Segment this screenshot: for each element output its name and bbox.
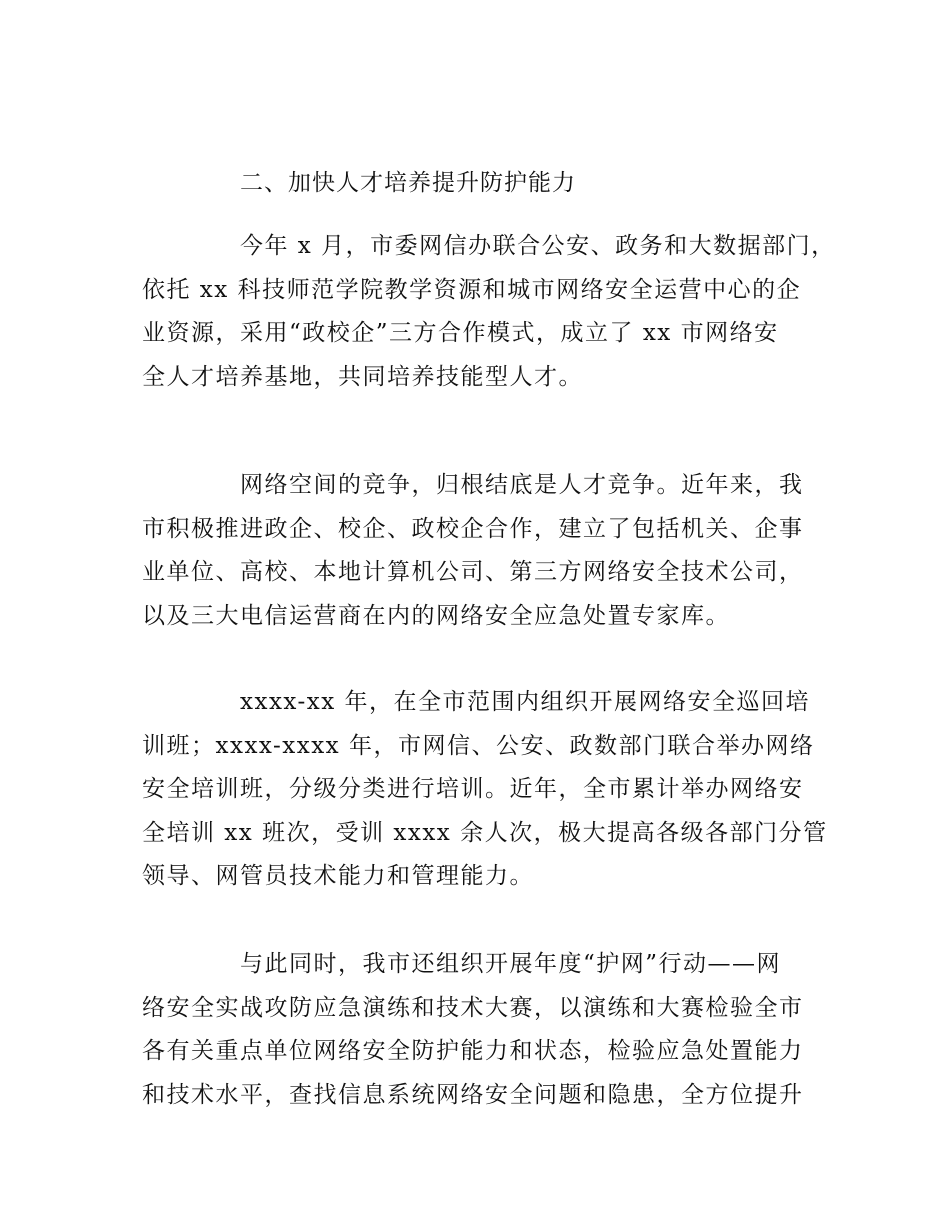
- section-heading: 二、加快人才培养提升防护能力: [240, 170, 576, 196]
- paragraph-line: 市积极推进政企、校企、政校企合作，建立了包括机关、企事: [142, 515, 804, 542]
- paragraph-line: 领导、网管员技术能力和管理能力。: [142, 863, 534, 889]
- paragraph-line: 业资源，采用“政校企”三方合作模式，成立了 xx 市网络安: [142, 320, 779, 346]
- paragraph-line: 安全培训班，分级分类进行培训。近年，全市累计举办网络安: [142, 776, 804, 802]
- paragraph-line: xxxx-xx 年，在全市范围内组织开展网络安全巡回培: [240, 689, 811, 715]
- paragraph-line: 各有关重点单位网络安全防护能力和状态，检验应急处置能力: [142, 1038, 804, 1064]
- paragraph-expert-pool: [142, 464, 822, 638]
- paragraph-line: 训班；xxxx-xxxx 年，市网信、公安、政数部门联合举办网络: [142, 732, 815, 759]
- paragraph-line: 依托 xx 科技师范学院教学资源和城市网络安全运营中心的企: [142, 276, 802, 303]
- paragraph-line: 今年 x 月，市委网信办联合公安、政务和大数据部门，: [240, 233, 836, 259]
- paragraph-training: [142, 681, 828, 899]
- paragraph-line: 和技术水平，查找信息系统网络安全问题和隐患，全方位提升: [142, 1081, 804, 1108]
- paragraph-line: 以及三大电信运营商在内的网络安全应急处置专家库。: [142, 602, 730, 629]
- paragraph-line: 业单位、高校、本地计算机公司、第三方网络安全技术公司，: [142, 559, 804, 585]
- paragraph-line: 全人才培养基地，共同培养技能型人才。: [142, 363, 583, 390]
- paragraph-line: 络安全实战攻防应急演练和技术大赛，以演练和大赛检验全市: [142, 994, 804, 1021]
- paragraph-line: 全培训 xx 班次，受训 xxxx 余人次，极大提高各级各部门分管: [142, 819, 828, 846]
- paragraph-line: 与此同时，我市还组织开展年度“护网”行动——网: [240, 951, 782, 977]
- paragraph-drills: [142, 943, 822, 1117]
- paragraph-talent-base: [142, 225, 836, 399]
- paragraph-line: 网络空间的竞争，归根结底是人才竞争。近年来，我: [240, 472, 804, 498]
